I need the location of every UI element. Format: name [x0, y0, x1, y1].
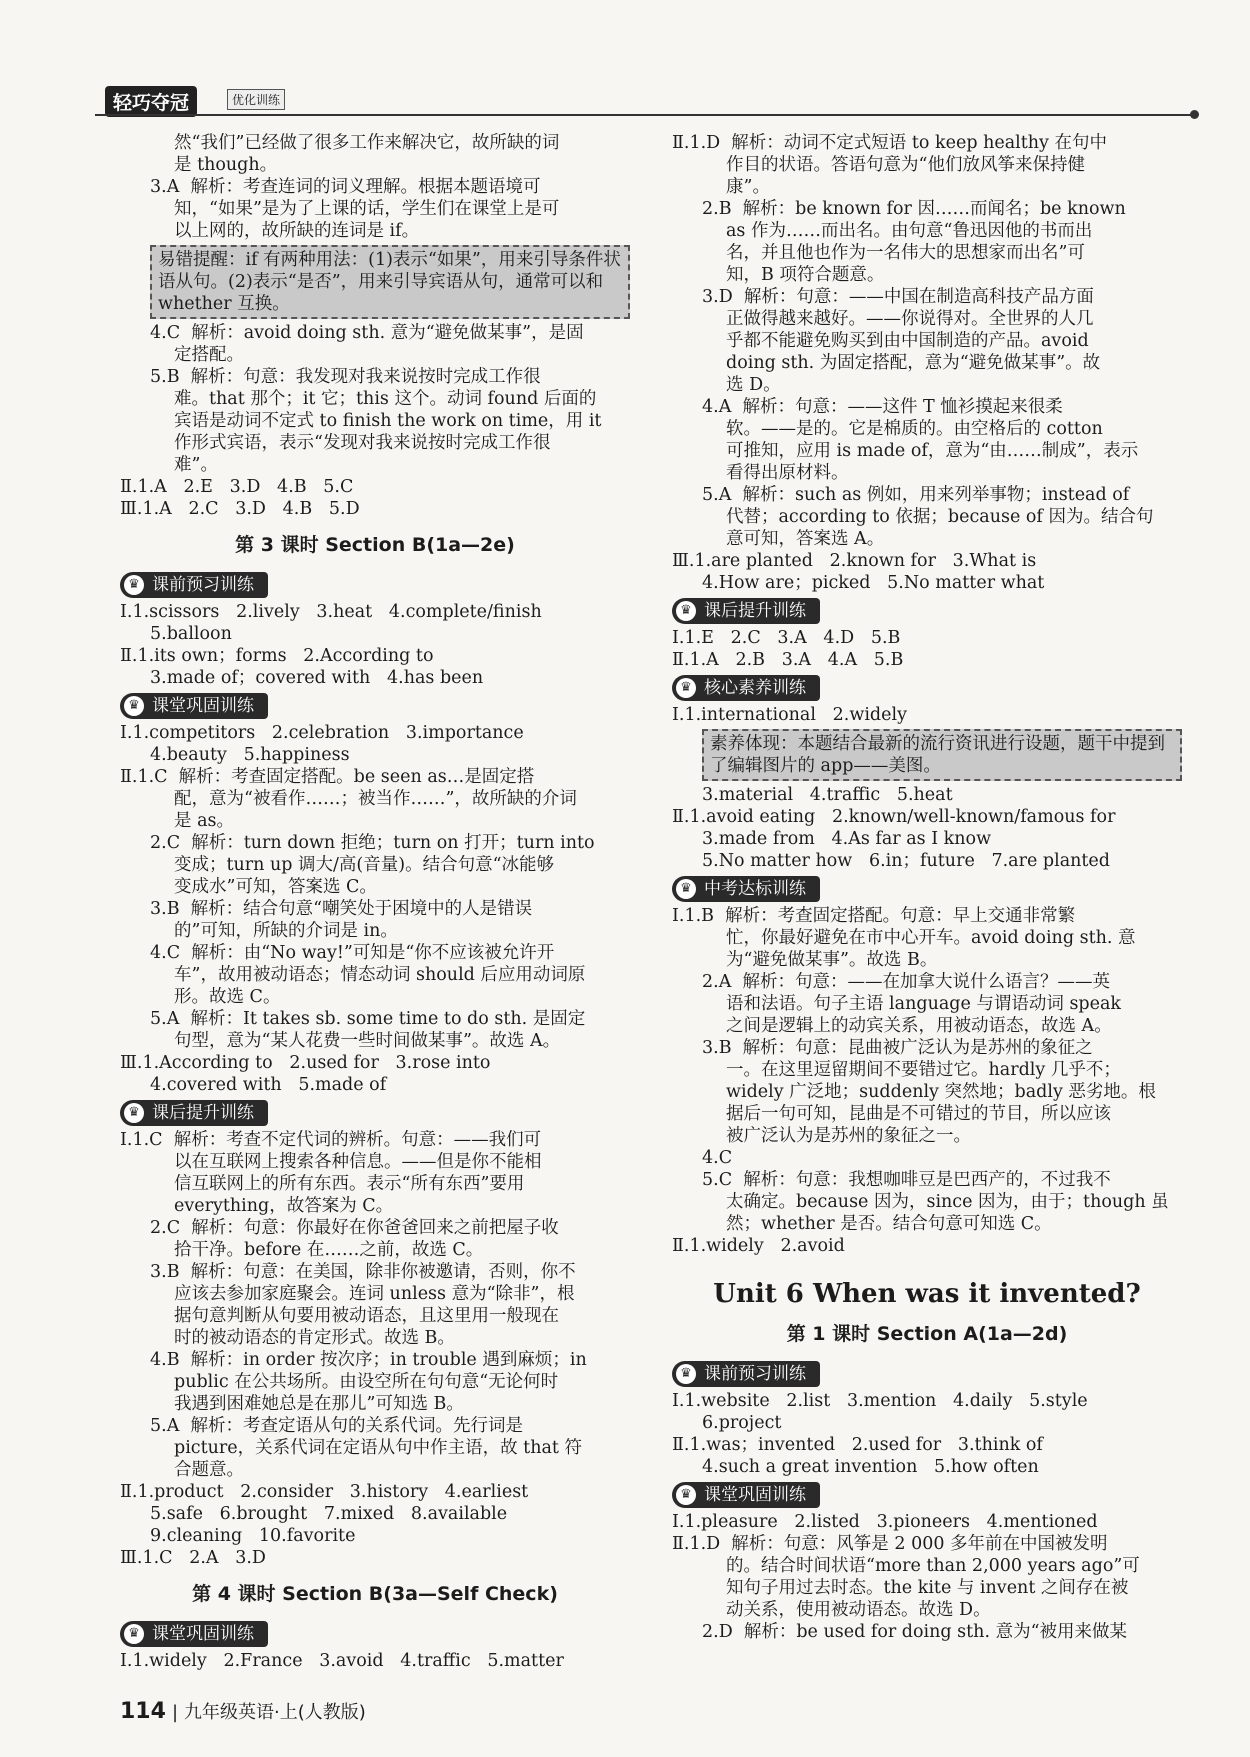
answer-line: Ⅰ.1.B 解析：考查固定搭配。句意：早上交通非常繁	[672, 906, 1076, 926]
page-header	[95, 80, 1195, 120]
answer-line: 4.C	[702, 1148, 733, 1168]
answer-line: doing sth. 为固定搭配，意为“避免做某事”。故	[726, 353, 1101, 373]
lesson-heading: 第 4 课时 Section B(3a—Self Check)	[192, 1583, 558, 1605]
answer-line: 2.C 解析：turn down 拒绝；turn on 打开；turn into	[150, 833, 595, 853]
section-badge: ♛ 课堂巩固训练	[120, 693, 268, 719]
answer-line: 3.B 解析：结合句意“嘲笑处于困境中的人是错误	[150, 899, 533, 919]
answer-line: 作形式宾语，表示“发现对我来说按时完成工作很	[174, 433, 551, 453]
header-rule-dot	[1190, 110, 1199, 119]
answer-line: 知，“如果”是为了上课的话，学生们在课堂上是可	[174, 199, 560, 219]
answer-line: Ⅲ.1.C 2.A 3.D	[120, 1548, 266, 1568]
answer-line: 3.A 解析：考查连词的词义理解。根据本题语境可	[150, 177, 541, 197]
answer-line: 难”。	[174, 455, 218, 475]
answer-line: picture，关系代词在定语从句中作主语，故 that 符	[174, 1438, 583, 1458]
answer-line: 应该去参加家庭聚会。连词 unless 意为“除非”，根	[174, 1284, 575, 1304]
answer-line: Ⅱ.1.D 解析：动词不定式短语 to keep healthy 在句中	[672, 133, 1107, 153]
answer-line: 难。that 那个；it 它；this 这个。动词 found 后面的	[174, 389, 597, 409]
answer-line: 车”，故用被动语态；情态动词 should 后应用动词原	[174, 965, 586, 985]
answer-line: 被广泛认为是苏州的象征之一。	[726, 1126, 971, 1146]
answer-line: 知句子用过去时态。the kite 与 invent 之间存在被	[726, 1578, 1129, 1598]
answer-line: 3.D 解析：句意：——中国在制造高科技产品方面	[702, 287, 1094, 307]
crown-icon: ♛	[676, 601, 696, 621]
section-badge: ♛ 课后提升训练	[672, 598, 820, 624]
answer-line: 意可知，答案选 A。	[726, 529, 885, 549]
answer-line: 6.project	[702, 1413, 782, 1433]
answer-line: 定搭配。	[174, 345, 244, 365]
answer-line: 看得出原材料。	[726, 463, 849, 483]
answer-line: Ⅰ.1.competitors 2.celebration 3.importance	[120, 723, 524, 743]
answer-line: Ⅲ.1.A 2.C 3.D 4.B 5.D	[120, 499, 360, 519]
crown-icon: ♛	[124, 575, 144, 595]
answer-line: 乎都不能避免购买到由中国制造的产品。avoid	[726, 331, 1089, 351]
answer-line: 信互联网上的所有东西。表示“所有东西”要用	[174, 1174, 525, 1194]
answer-line: 我遇到困难她总是在那儿”可知选 B。	[174, 1394, 464, 1414]
answer-line: 然；whether 是否。结合句意可知选 C。	[726, 1214, 1052, 1234]
answer-line: 据句意判断从句要用被动语态，且这里用一般现在	[174, 1306, 559, 1326]
answer-line: as 作为……而出名。由句意“鲁迅因他的书而出	[726, 221, 1093, 241]
answer-line: Ⅱ.1.widely 2.avoid	[672, 1236, 845, 1256]
crown-icon: ♛	[124, 1103, 144, 1123]
answer-line: 4.such a great invention 5.how often	[702, 1457, 1039, 1477]
section-badge: ♛ 课堂巩固训练	[120, 1621, 268, 1647]
answer-line: 拾干净。before 在……之前，故选 C。	[174, 1240, 484, 1260]
answer-line: 选 D。	[726, 375, 781, 395]
answer-line: 以上网的，故所缺的连词是 if。	[174, 221, 420, 241]
answer-line: 宾语是动词不定式 to finish the work on time，用 it	[174, 411, 602, 431]
answer-line: 3.material 4.traffic 5.heat	[702, 785, 953, 805]
answer-line: everything，故答案为 C。	[174, 1196, 394, 1216]
book-title: 九年级英语·上(人教版)	[184, 1702, 366, 1723]
answer-line: 3.made of；covered with 4.has been	[150, 668, 484, 688]
answer-line: 4.A 解析：句意：——这件 T 恤衫摸起来很柔	[702, 397, 1063, 417]
answer-line: 4.C 解析：avoid doing sth. 意为“避免做某事”，是固	[150, 323, 584, 343]
answer-line: 2.B 解析：be known for 因……而闻名；be known	[702, 199, 1126, 219]
answer-line: 句型，意为“某人花费一些时间做某事”。故选 A。	[174, 1031, 561, 1051]
answer-line: Ⅰ.1.pleasure 2.listed 3.pioneers 4.mentioned	[672, 1512, 1098, 1532]
brand-logo: 轻巧夺冠	[105, 86, 197, 117]
answer-line: 5.No matter how 6.in；future 7.are planted	[702, 851, 1110, 871]
answer-line: Ⅱ.1.A 2.E 3.D 4.B 5.C	[120, 477, 354, 497]
answer-line: 康”。	[726, 177, 770, 197]
answer-line: Ⅱ.1.A 2.B 3.A 4.A 5.B	[672, 650, 904, 670]
answer-line: 4.covered with 5.made of	[150, 1075, 387, 1095]
answer-line: 4.How are；picked 5.No matter what	[702, 573, 1045, 593]
answer-line: Ⅱ.1.C 解析：考查固定搭配。be seen as…是固定搭	[120, 767, 535, 787]
answer-line: widely 广泛地；suddenly 突然地；badly 恶劣地。根	[726, 1082, 1156, 1102]
answer-line: 名，并且他也作为一名伟大的思想家而出名”可	[726, 243, 1085, 263]
crown-icon: ♛	[124, 1624, 144, 1644]
section-badge: ♛ 核心素养训练	[672, 675, 820, 701]
answer-line: 动关系，使用被动语态。故选 D。	[726, 1600, 991, 1620]
answer-line: 正做得越来越好。——你说得对。全世界的人几	[726, 309, 1094, 329]
answer-line: Ⅲ.1.According to 2.used for 3.rose into	[120, 1053, 491, 1073]
lesson-heading: 第 3 课时 Section B(1a—2e)	[235, 534, 515, 556]
answer-line: 是 as。	[174, 811, 234, 831]
answer-line: 形。故选 C。	[174, 987, 281, 1007]
answer-line: 作目的状语。答语句意为“他们放风筝来保持健	[726, 155, 1085, 175]
answer-line: 变成水”可知，答案选 C。	[174, 877, 377, 897]
page-footer: 114 | 九年级英语·上(人教版)	[120, 1699, 366, 1724]
answer-line: Ⅰ.1.scissors 2.lively 3.heat 4.complete/finish	[120, 602, 542, 622]
brand-subtitle: 优化训练	[227, 89, 285, 110]
answer-line: 5.B 解析：句意：我发现对我来说按时完成工作很	[150, 367, 541, 387]
answer-line: 配，意为“被看作……；被当作……”，故所缺的介词	[174, 789, 577, 809]
answer-line: 的”可知，所缺的介词是 in。	[174, 921, 398, 941]
answer-line: 4.beauty 5.happiness	[150, 745, 350, 765]
section-badge: ♛ 课堂巩固训练	[672, 1482, 820, 1508]
section-badge: ♛ 课前预习训练	[672, 1361, 820, 1387]
section-badge: ♛ 中考达标训练	[672, 876, 820, 902]
answer-line: 2.A 解析：句意：——在加拿大说什么语言？——英	[702, 972, 1110, 992]
answer-line: Ⅱ.1.D 解析：句意：风筝是 2 000 多年前在中国被发明	[672, 1534, 1108, 1554]
answer-line: 之间是逻辑上的动宾关系，用被动语态，故选 A。	[726, 1016, 1112, 1036]
section-badge: ♛ 课前预习训练	[120, 572, 268, 598]
answer-line: 3.B 解析：句意：昆曲被广泛认为是苏州的象征之	[702, 1038, 1093, 1058]
right-column	[672, 132, 1182, 1643]
error-tip-note: 易错提醒：if 有两种用法：(1)表示“如果”，用来引导条件状语从句。(2)表示“是否”，用来引导宾语从句，通常可以和 whether 互换。	[150, 245, 630, 319]
page-number: 114	[120, 1699, 166, 1724]
answer-line: Ⅰ.1.C 解析：考查不定代词的辨析。句意：——我们可	[120, 1130, 542, 1150]
answer-line: 4.B 解析：in order 按次序；in trouble 遇到麻烦；in	[150, 1350, 587, 1370]
answer-line: 可推知，应用 is made of，意为“由……制成”，表示	[726, 441, 1139, 461]
answer-line: Ⅰ.1.website 2.list 3.mention 4.daily 5.style	[672, 1391, 1088, 1411]
answer-line: 以在互联网上搜索各种信息。——但是你不能相	[174, 1152, 542, 1172]
literacy-note: 素养体现：本题结合最新的流行资讯进行设题，题干中提到了编辑图片的 app——美图。	[702, 729, 1182, 781]
answer-line: 5.A 解析：such as 例如，用来列举事物；instead of	[702, 485, 1130, 505]
answer-line: 5.balloon	[150, 624, 232, 644]
unit-title: Unit 6 When was it invented?	[713, 1279, 1141, 1309]
answer-line: Ⅱ.1.product 2.consider 3.history 4.earliest	[120, 1482, 529, 1502]
answer-line: 太确定。because 因为，since 因为，由于；though 虽	[726, 1192, 1169, 1212]
answer-line: 2.D 解析：be used for doing sth. 意为“被用来做某	[702, 1622, 1128, 1642]
answer-line: 是 though。	[174, 155, 278, 175]
answer-line: 5.safe 6.brought 7.mixed 8.available	[150, 1504, 508, 1524]
answer-line: 合题意。	[174, 1460, 244, 1480]
answer-line: 3.made from 4.As far as I know	[702, 829, 992, 849]
answer-line: Ⅱ.1.its own；forms 2.According to	[120, 646, 434, 666]
answer-line: Ⅱ.1.was；invented 2.used for 3.think of	[672, 1435, 1043, 1455]
answer-line: public 在公共场所。由设空所在句句意“无论何时	[174, 1372, 559, 1392]
crown-icon: ♛	[676, 678, 696, 698]
answer-line: Ⅰ.1.E 2.C 3.A 4.D 5.B	[672, 628, 901, 648]
answer-line: 3.B 解析：句意：在美国，除非你被邀请，否则，你不	[150, 1262, 576, 1282]
lesson-heading: 第 1 课时 Section A(1a—2d)	[786, 1323, 1068, 1345]
answer-line: 变成；turn up 调大/高(音量)。结合句意“冰能够	[174, 855, 555, 875]
answer-line: 2.C 解析：句意：你最好在你爸爸回来之前把屋子收	[150, 1218, 559, 1238]
crown-icon: ♛	[676, 879, 696, 899]
answer-line: Ⅰ.1.international 2.widely	[672, 705, 907, 725]
answer-line: 代替；according to 依据；because of 因为。结合句	[726, 507, 1154, 527]
crown-icon: ♛	[676, 1364, 696, 1384]
answer-line: 时的被动语态的肯定形式。故选 B。	[174, 1328, 455, 1348]
answer-line: Ⅲ.1.are planted 2.known for 3.What is	[672, 551, 1037, 571]
answer-line: 软。——是的。它是棉质的。由空格后的 cotton	[726, 419, 1103, 439]
answer-line: 的。结合时间状语“more than 2,000 years ago”可	[726, 1556, 1140, 1576]
crown-icon: ♛	[124, 696, 144, 716]
header-rule	[95, 114, 1195, 116]
section-badge: ♛ 课后提升训练	[120, 1100, 268, 1126]
answer-line: 5.A 解析：考查定语从句的关系代词。先行词是	[150, 1416, 523, 1436]
answer-line: Ⅱ.1.avoid eating 2.known/well-known/famous for	[672, 807, 1116, 827]
answer-line: 一。在这里逗留期间不要错过它。hardly 几乎不；	[726, 1060, 1121, 1080]
left-column	[120, 132, 630, 1672]
answer-line: 据后一句可知，昆曲是不可错过的节目，所以应该	[726, 1104, 1111, 1124]
answer-line: 为“避免做某事”。故选 B。	[726, 950, 938, 970]
answer-line: 5.A 解析：It takes sb. some time to do sth. 是固定	[150, 1009, 586, 1029]
answer-line: 忙，你最好避免在市中心开车。avoid doing sth. 意	[726, 928, 1136, 948]
answer-line: 知，B 项符合题意。	[726, 265, 885, 285]
crown-icon: ♛	[676, 1485, 696, 1505]
answer-line: 4.C 解析：由“No way!”可知是“你不应该被允许开	[150, 943, 555, 963]
answer-line: 语和法语。句子主语 language 与谓语动词 speak	[726, 994, 1122, 1014]
answer-line: 然“我们”已经做了很多工作来解决它，故所缺的词	[174, 133, 560, 153]
answer-line: 9.cleaning 10.favorite	[150, 1526, 356, 1546]
answer-line: Ⅰ.1.widely 2.France 3.avoid 4.traffic 5.matter	[120, 1651, 564, 1671]
answer-line: 5.C 解析：句意：我想咖啡豆是巴西产的，不过我不	[702, 1170, 1111, 1190]
